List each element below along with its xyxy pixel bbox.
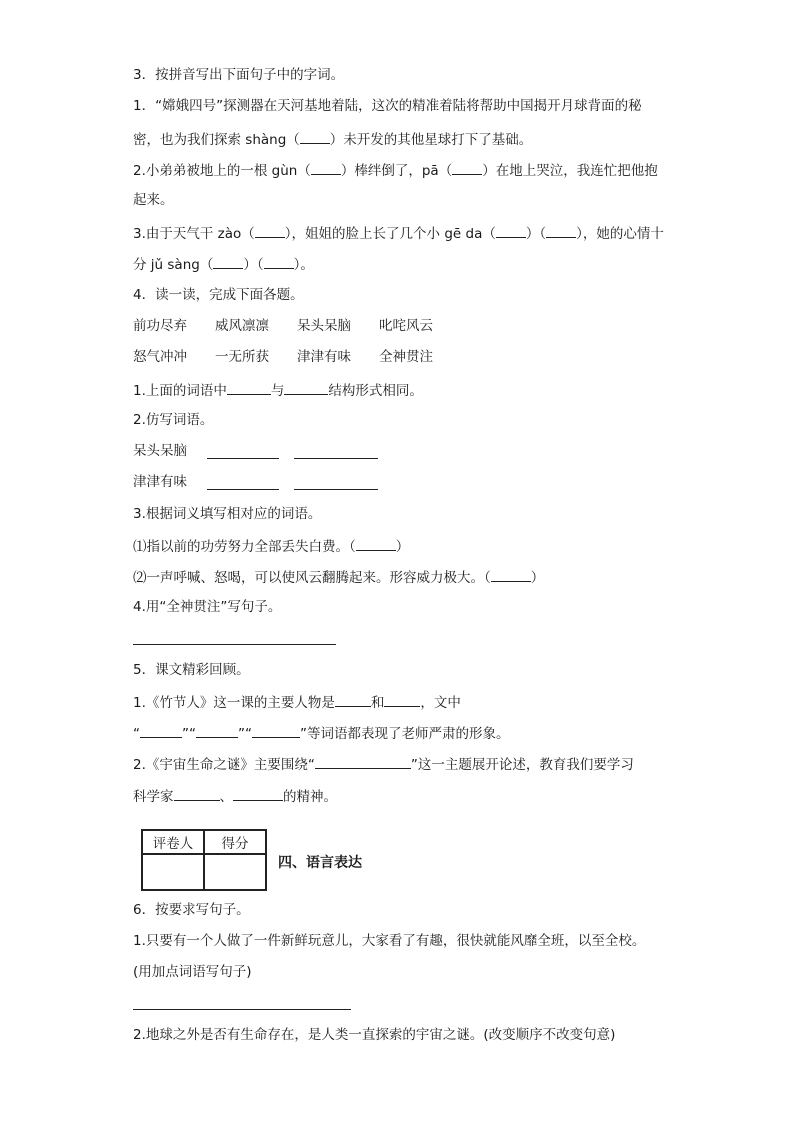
answer-blank[interactable] <box>227 380 271 395</box>
answer-line[interactable] <box>294 458 378 459</box>
word: 威风凛凛 <box>215 318 269 334</box>
q3-line-5: 3.由于天气干 zào（ ），姐姐的脸上长了几个小 gē da（ ）（ ），她的心情十 <box>133 223 664 243</box>
q5-line-2: “ ”“ ”“ ”等词语都表现了老师严肃的形象。 <box>133 723 510 743</box>
word-row-1 <box>133 317 461 335</box>
section-heading: 四、语言表达 <box>278 855 362 871</box>
q6-line-2: (用加点词语写句子) <box>133 964 252 980</box>
score-header: 得分 <box>204 830 266 854</box>
q6-line-3: 2.地球之外是否有生命存在，是人类一直探索的宇宙之谜。(改变顺序不改变句意) <box>133 1027 616 1043</box>
q3-line-1: 1．“嫦娥四号”探测器在天河基地着陆，这次的精准着陆将帮助中国揭开月球背面的秘 <box>133 98 642 114</box>
word: 津津有味 <box>297 349 351 365</box>
answer-blank[interactable] <box>213 254 243 269</box>
answer-line[interactable] <box>133 644 336 645</box>
q5-line-3: 2.《宇宙生命之谜》主要围绕“ ”这一主题展开论述，教育我们要学习 <box>133 754 634 774</box>
q4-sub-3-item-1: ⑴指以前的功劳努力全部丢失白费。（ ） <box>133 536 409 556</box>
answer-blank[interactable] <box>311 160 341 175</box>
q5-title: 5．课文精彩回顾。 <box>133 662 250 678</box>
answer-line[interactable] <box>294 489 378 490</box>
score-cell[interactable] <box>204 854 266 890</box>
answer-blank[interactable] <box>491 567 531 582</box>
q3-line-3: 2.小弟弟被地上的一根 gùn（ ）棒绊倒了，pā（ ）在地上哭泣，我连忙把他抱 <box>133 160 658 180</box>
q6-title: 6．按要求写句子。 <box>133 902 250 918</box>
q3-line-6: 分 jǔ sàng（ ）（ ）。 <box>133 254 314 274</box>
score-table <box>141 829 267 891</box>
answer-line[interactable] <box>207 458 279 459</box>
answer-blank[interactable] <box>233 786 283 801</box>
q3-line-4: 起来。 <box>133 192 174 208</box>
reviewer-header: 评卷人 <box>142 830 204 854</box>
answer-blank[interactable] <box>284 380 328 395</box>
word: 怒气冲冲 <box>133 349 187 365</box>
answer-blank[interactable] <box>300 129 330 144</box>
answer-blank[interactable] <box>384 692 420 707</box>
q4-sub-4: 4.用“全神贯注”写句子。 <box>133 599 282 615</box>
imitate-row-2: 津津有味 <box>133 474 187 490</box>
q4-sub-2: 2.仿写词语。 <box>133 412 214 428</box>
q4-title: 4．读一读，完成下面各题。 <box>133 287 304 303</box>
imitate-row-1: 呆头呆脑 <box>133 443 187 459</box>
q3-line-2: 密，也为我们探索 shàng（ ）未开发的其他星球打下了基础。 <box>133 129 532 149</box>
word: 全神贯注 <box>379 349 433 365</box>
q5-line-4: 科学家 、 的精神。 <box>133 786 337 806</box>
answer-blank[interactable] <box>452 160 482 175</box>
q4-sub-3-item-2: ⑵一声呼喊、怒喝，可以使风云翻腾起来。形容威力极大。（ ） <box>133 567 544 587</box>
answer-blank[interactable] <box>356 536 396 551</box>
q4-sub-1: 1.上面的词语中 与 结构形式相同。 <box>133 380 423 400</box>
q4-sub-3: 3.根据词义填写相对应的词语。 <box>133 506 322 522</box>
answer-line[interactable] <box>207 489 279 490</box>
answer-blank[interactable] <box>496 223 526 238</box>
answer-blank[interactable] <box>546 223 576 238</box>
answer-blank[interactable] <box>140 723 182 738</box>
answer-blank[interactable] <box>196 723 238 738</box>
word: 一无所获 <box>215 349 269 365</box>
word: 前功尽弃 <box>133 318 187 334</box>
answer-line[interactable] <box>133 1009 351 1010</box>
answer-blank[interactable] <box>315 754 411 769</box>
answer-blank[interactable] <box>174 786 220 801</box>
word: 叱咤风云 <box>379 318 433 334</box>
word-row-2 <box>133 348 461 366</box>
q3-title: 3．按拼音写出下面句子中的字词。 <box>133 67 345 83</box>
word: 呆头呆脑 <box>297 318 351 334</box>
answer-blank[interactable] <box>335 692 371 707</box>
answer-blank[interactable] <box>252 723 300 738</box>
reviewer-cell[interactable] <box>142 854 204 890</box>
q6-line-1: 1.只要有一个人做了一件新鲜玩意儿，大家看了有趣，很快就能风靡全班，以至全校。 <box>133 933 646 949</box>
answer-blank[interactable] <box>264 254 294 269</box>
answer-blank[interactable] <box>255 223 285 238</box>
q5-line-1: 1.《竹节人》这一课的主要人物是 和 ，文中 <box>133 692 461 712</box>
